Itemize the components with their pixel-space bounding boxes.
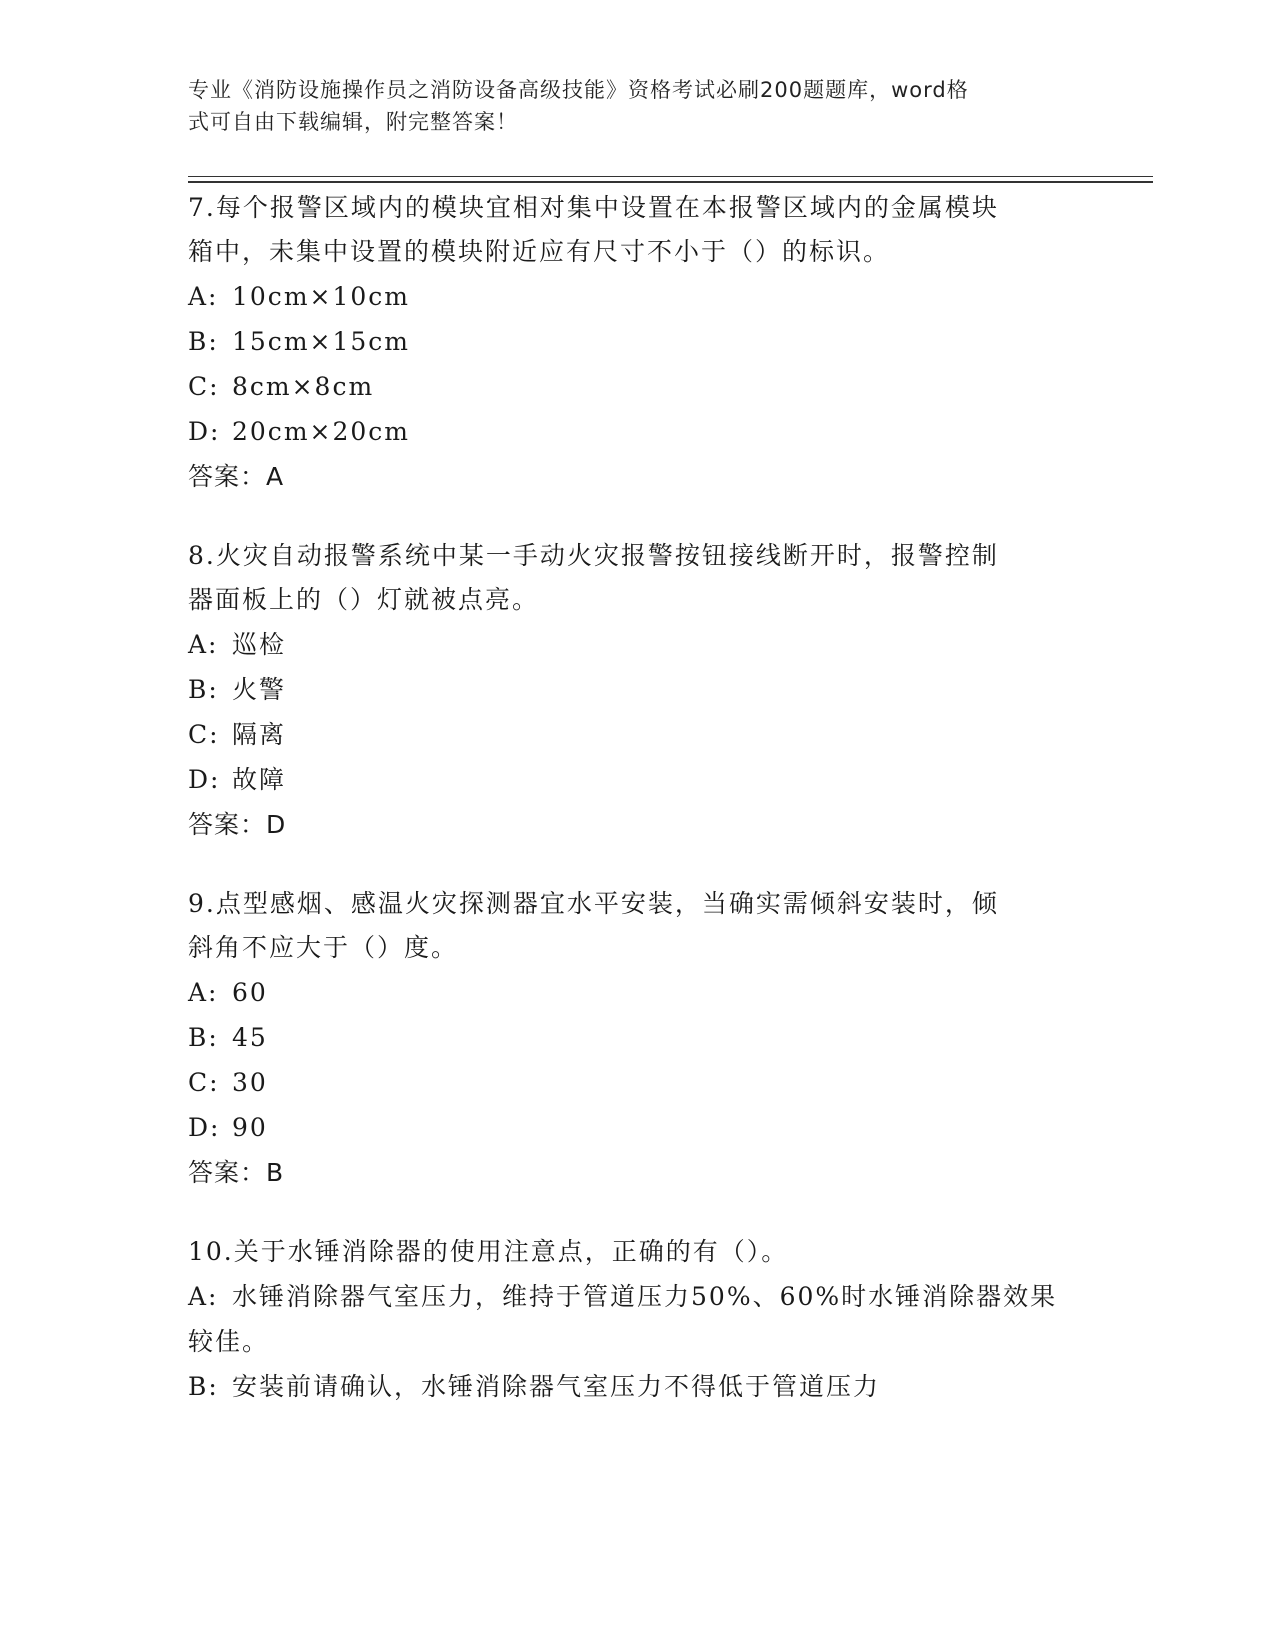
option-a bbox=[188, 622, 1088, 667]
answer-line: 答案：A bbox=[188, 462, 285, 491]
question-stem: 9.点型感烟、感温火灾探测器宜水平安装，当确实需倾斜安装时，倾 bbox=[188, 889, 999, 918]
option-a-continued: 较佳。 bbox=[188, 1327, 270, 1356]
option-label: B: bbox=[188, 675, 219, 704]
option-text: 8cm×8cm bbox=[232, 372, 375, 401]
question-9 bbox=[188, 882, 1088, 1196]
question-8 bbox=[188, 534, 1088, 848]
question-stem-continued: 箱中，未集中设置的模块附近应有尺寸不小于（）的标识。 bbox=[188, 237, 891, 266]
option-c bbox=[188, 364, 1088, 409]
option-d bbox=[188, 1105, 1088, 1150]
option-label: A: bbox=[188, 1282, 219, 1311]
header-line-1: 专业《消防设施操作员之消防设备高级技能》资格考试必刷200题题库，word格 bbox=[188, 78, 969, 102]
option-text: 20cm×20cm bbox=[232, 417, 410, 446]
option-a bbox=[188, 1274, 1088, 1319]
option-a bbox=[188, 274, 1088, 319]
option-a bbox=[188, 970, 1088, 1015]
option-b bbox=[188, 1015, 1088, 1060]
option-label: B: bbox=[188, 327, 219, 356]
option-d bbox=[188, 409, 1088, 454]
option-text: 15cm×15cm bbox=[232, 327, 410, 356]
option-text: 隔离 bbox=[232, 720, 287, 749]
option-text: 45 bbox=[232, 1023, 268, 1052]
option-label: B: bbox=[188, 1023, 219, 1052]
option-d bbox=[188, 757, 1088, 802]
option-c bbox=[188, 1060, 1088, 1105]
option-text: 水锤消除器气室压力，维持于管道压力50%、60%时水锤消除器效果 bbox=[232, 1282, 1058, 1311]
question-7 bbox=[188, 186, 1088, 500]
option-text: 巡检 bbox=[232, 630, 287, 659]
option-b bbox=[188, 319, 1088, 364]
option-label: D: bbox=[188, 765, 221, 794]
option-text: 30 bbox=[232, 1068, 268, 1097]
option-b bbox=[188, 1364, 1088, 1409]
option-label: C: bbox=[188, 720, 220, 749]
option-label: D: bbox=[188, 1113, 221, 1142]
option-c bbox=[188, 712, 1088, 757]
header-line-2: 式可自由下载编辑，附完整答案！ bbox=[188, 110, 518, 134]
option-b bbox=[188, 667, 1088, 712]
question-stem: 7.每个报警区域内的模块宜相对集中设置在本报警区域内的金属模块 bbox=[188, 193, 999, 222]
option-text: 90 bbox=[232, 1113, 268, 1142]
question-stem-continued: 斜角不应大于（）度。 bbox=[188, 933, 459, 962]
option-label: A: bbox=[188, 630, 219, 659]
option-text: 安装前请确认，水锤消除器气室压力不得低于管道压力 bbox=[232, 1372, 881, 1401]
header-divider-thick bbox=[188, 181, 1153, 183]
question-stem-continued: 器面板上的（）灯就被点亮。 bbox=[188, 585, 540, 614]
option-text: 60 bbox=[232, 978, 268, 1007]
answer-line: 答案：B bbox=[188, 1158, 285, 1187]
option-text: 10cm×10cm bbox=[232, 282, 410, 311]
option-label: D: bbox=[188, 417, 221, 446]
header-divider-thin bbox=[188, 176, 1153, 177]
question-stem: 8.火灾自动报警系统中某一手动火灾报警按钮接线断开时，报警控制 bbox=[188, 541, 999, 570]
option-label: A: bbox=[188, 978, 219, 1007]
option-label: B: bbox=[188, 1372, 219, 1401]
option-label: C: bbox=[188, 1068, 220, 1097]
question-10 bbox=[188, 1230, 1088, 1409]
option-label: A: bbox=[188, 282, 219, 311]
option-text: 故障 bbox=[232, 765, 287, 794]
document-header bbox=[188, 74, 1068, 138]
question-stem: 10.关于水锤消除器的使用注意点，正确的有（）。 bbox=[188, 1237, 789, 1266]
option-text: 火警 bbox=[232, 675, 287, 704]
option-label: C: bbox=[188, 372, 220, 401]
answer-line: 答案：D bbox=[188, 810, 287, 839]
